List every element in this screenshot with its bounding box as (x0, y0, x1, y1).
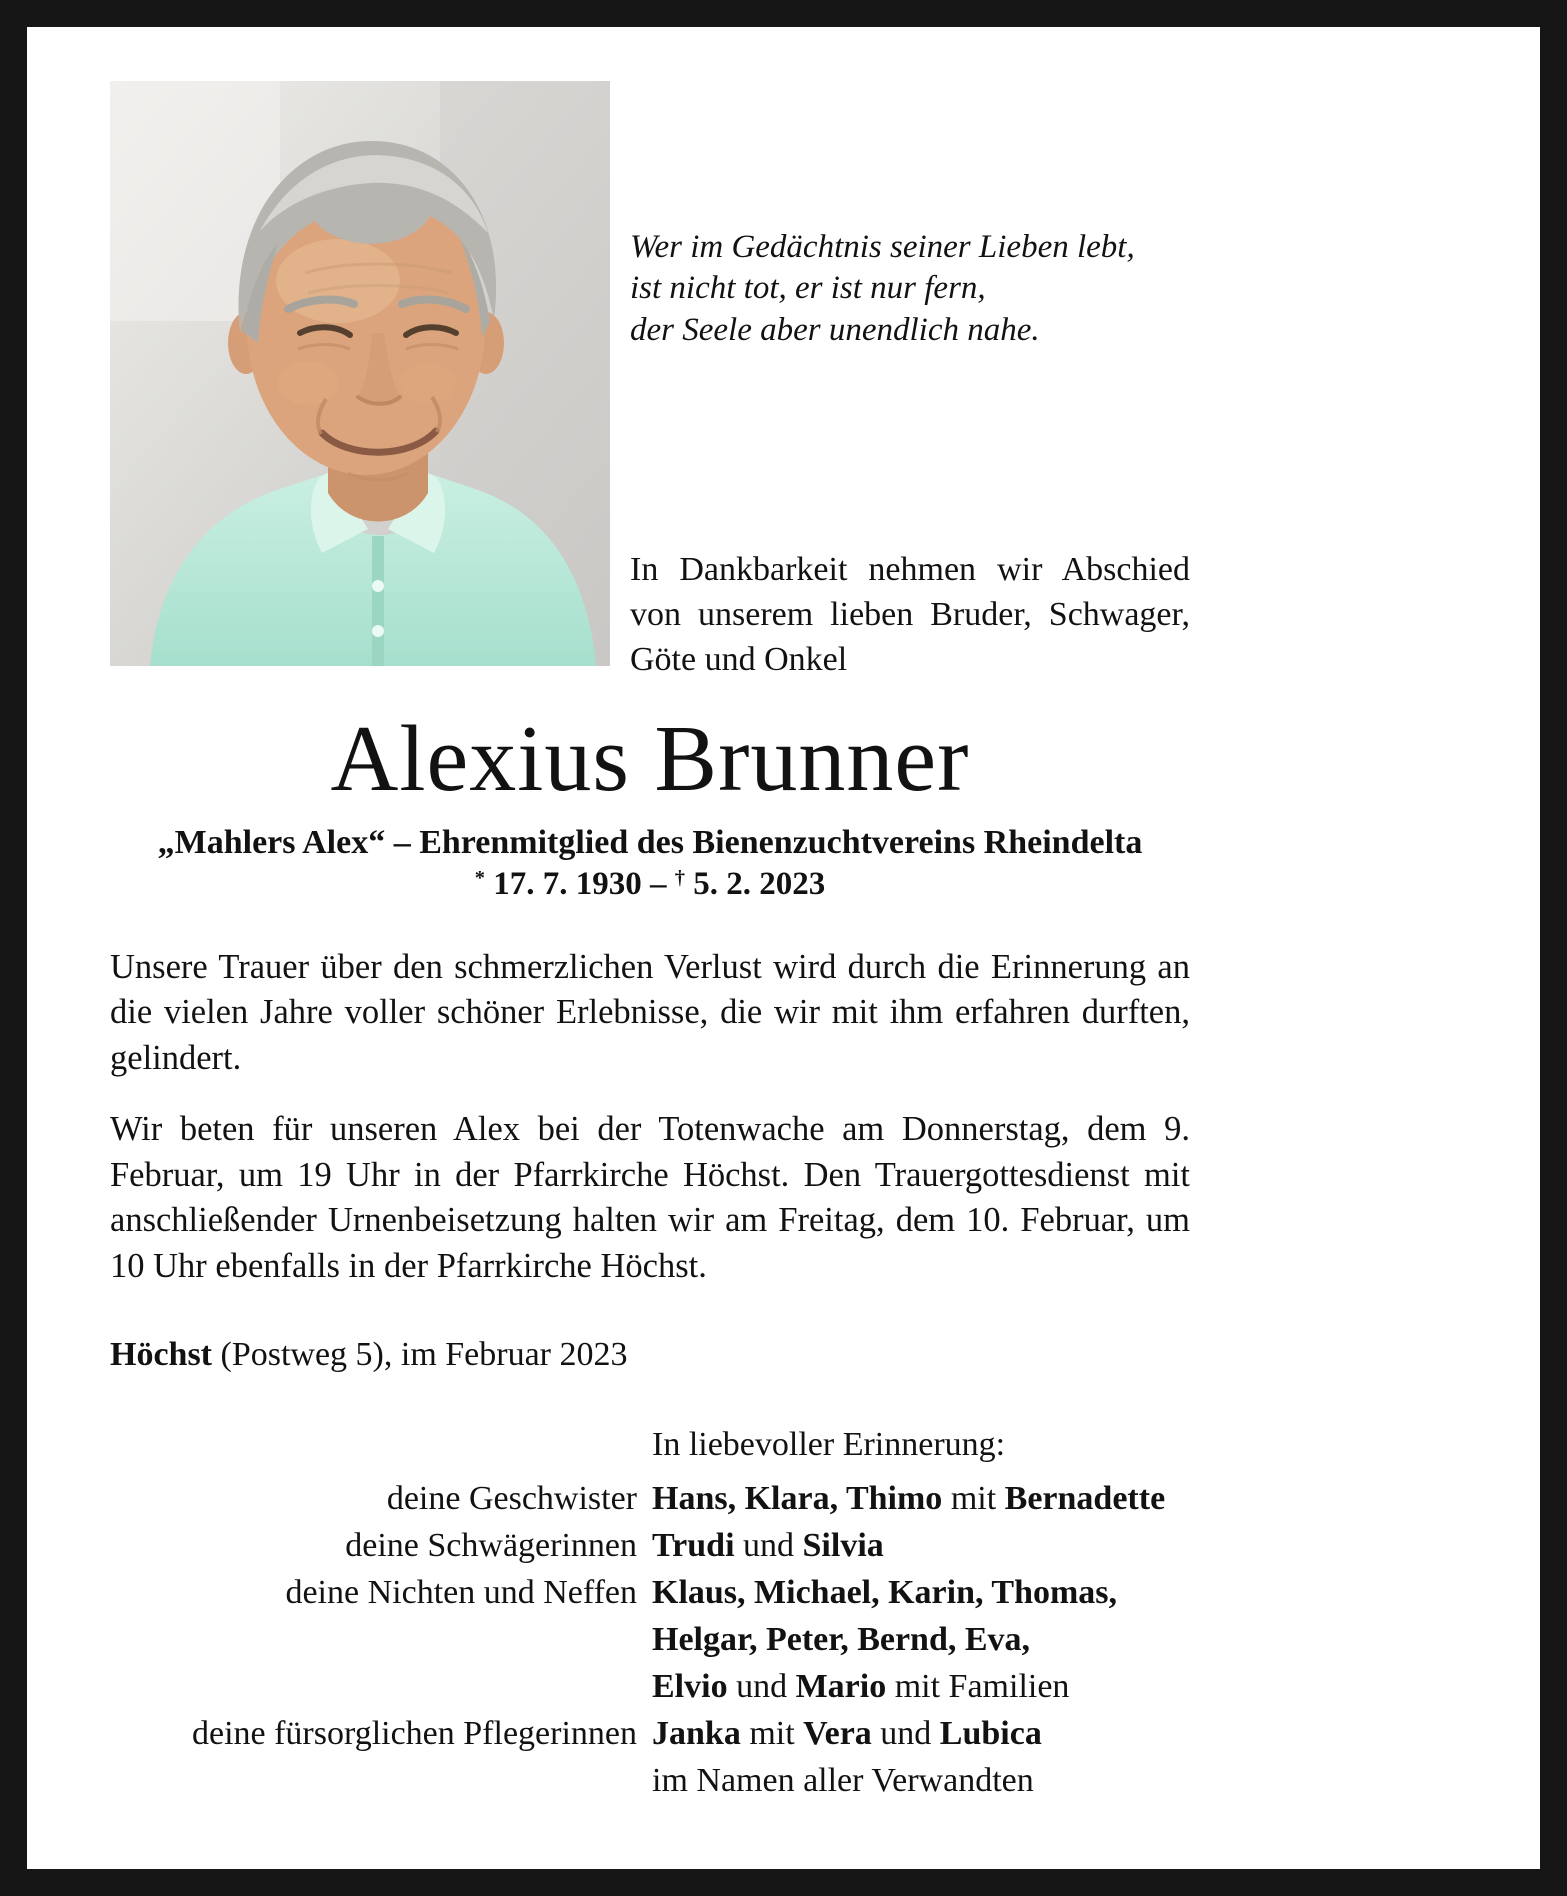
remembrance-names (637, 1711, 1042, 1758)
death-symbol: † (674, 866, 685, 889)
quote-line-2: ist nicht tot, er ist nur fern, (630, 270, 986, 307)
remembrance-row (110, 1664, 1190, 1711)
remembrance-text: mit (740, 1714, 804, 1752)
remembrance-names (637, 1570, 1117, 1617)
deceased-subtitle: „Mahlers Alex“ – Ehrenmitglied des Bienenzuchtvereins Rheindelta (157, 823, 1143, 861)
life-dates (110, 866, 1190, 903)
remembrance-text: im Namen aller Verwandten (652, 1761, 1034, 1799)
obituary-sheet (27, 27, 1540, 1869)
remembrance-label: deine Nichten und Neffen (285, 1574, 637, 1612)
remembrance-name: Silvia (802, 1527, 884, 1565)
obituary-content (110, 81, 1190, 1805)
location-detail: (Postweg 5), im Februar 2023 (220, 1335, 628, 1373)
remembrance-name: Hans, Klara, Thimo (652, 1480, 943, 1518)
remembrance-row (110, 1523, 1190, 1570)
top-section (110, 81, 1190, 682)
remembrance-name: Vera (803, 1714, 872, 1752)
remembrance-text: und (734, 1527, 803, 1565)
remembrance-section (110, 1422, 1190, 1805)
remembrance-heading: In liebevoller Erinnerung: (652, 1425, 1006, 1463)
quote-line-3: der Seele aber unendlich nahe. (630, 311, 1040, 348)
remembrance-label (110, 1758, 637, 1805)
location-line (110, 1336, 1190, 1374)
remembrance-names (637, 1523, 884, 1570)
memorial-quote (630, 227, 1190, 351)
remembrance-text: und (727, 1668, 796, 1706)
death-date: 5. 2. 2023 (693, 865, 826, 902)
paragraph-grief: Unsere Trauer über den schmerzlichen Verlust wird durch die Erinnerung an die vielen Jahre voller schöner Erlebnisse, die wir mit ihm erfahren durften, gelindert. (110, 947, 1190, 1077)
birth-symbol: * (474, 866, 485, 889)
remembrance-row (110, 1617, 1190, 1664)
portrait-illustration (110, 81, 610, 666)
remembrance-names (637, 1758, 1034, 1805)
remembrance-name: Janka (652, 1714, 741, 1752)
remembrance-label (110, 1664, 637, 1711)
dates-separator: – (650, 865, 667, 902)
remembrance-label (110, 1617, 637, 1664)
remembrance-label: deine Geschwister (386, 1480, 637, 1518)
remembrance-row (110, 1476, 1190, 1523)
deceased-name: Alexius Brunner (330, 707, 970, 812)
remembrance-names (637, 1664, 1069, 1711)
remembrance-name: Trudi (652, 1527, 735, 1565)
remembrance-name: Mario (795, 1668, 887, 1706)
remembrance-names (637, 1476, 1165, 1523)
farewell-intro: In Dankbarkeit nehmen wir Abschied von unserem lieben Bruder, Schwager, Göte und Onkel (630, 550, 1190, 679)
birth-date: 17. 7. 1930 (493, 865, 642, 902)
remembrance-name: Helgar, Peter, Bernd, Eva, (652, 1621, 1031, 1659)
remembrance-name: Elvio (652, 1668, 728, 1706)
paragraph-service: Wir beten für unseren Alex bei der Totenwache am Donnerstag, dem 9. Februar, um 19 Uhr in der Pfarrkirche Höchst. Den Trauergottesdienst mit anschließender Urnenbeisetzung halten wir am Freitag, dem 10. Februar, um 10 Uhr ebenfalls in der Pfarrkirche Höchst. (110, 1110, 1190, 1285)
remembrance-text: mit Familien (886, 1668, 1070, 1706)
remembrance-label: deine fürsorglichen Pflegerinnen (191, 1714, 637, 1752)
remembrance-text: und (871, 1714, 940, 1752)
location-name: Höchst (110, 1335, 212, 1373)
remembrance-row (110, 1570, 1190, 1617)
remembrance-label: deine Schwägerinnen (345, 1527, 637, 1565)
remembrance-row (110, 1711, 1190, 1758)
remembrance-rows (110, 1476, 1190, 1804)
remembrance-names (637, 1617, 1030, 1664)
remembrance-text: mit (942, 1480, 1005, 1518)
quote-line-1: Wer im Gedächtnis seiner Lieben lebt, (630, 229, 1135, 265)
portrait-photo (110, 81, 610, 666)
remembrance-name: Bernadette (1004, 1480, 1166, 1518)
top-right-text (610, 81, 1190, 682)
remembrance-name: Lubica (939, 1714, 1042, 1752)
remembrance-row (110, 1758, 1190, 1805)
remembrance-name: Klaus, Michael, Karin, Thomas, (652, 1574, 1118, 1612)
